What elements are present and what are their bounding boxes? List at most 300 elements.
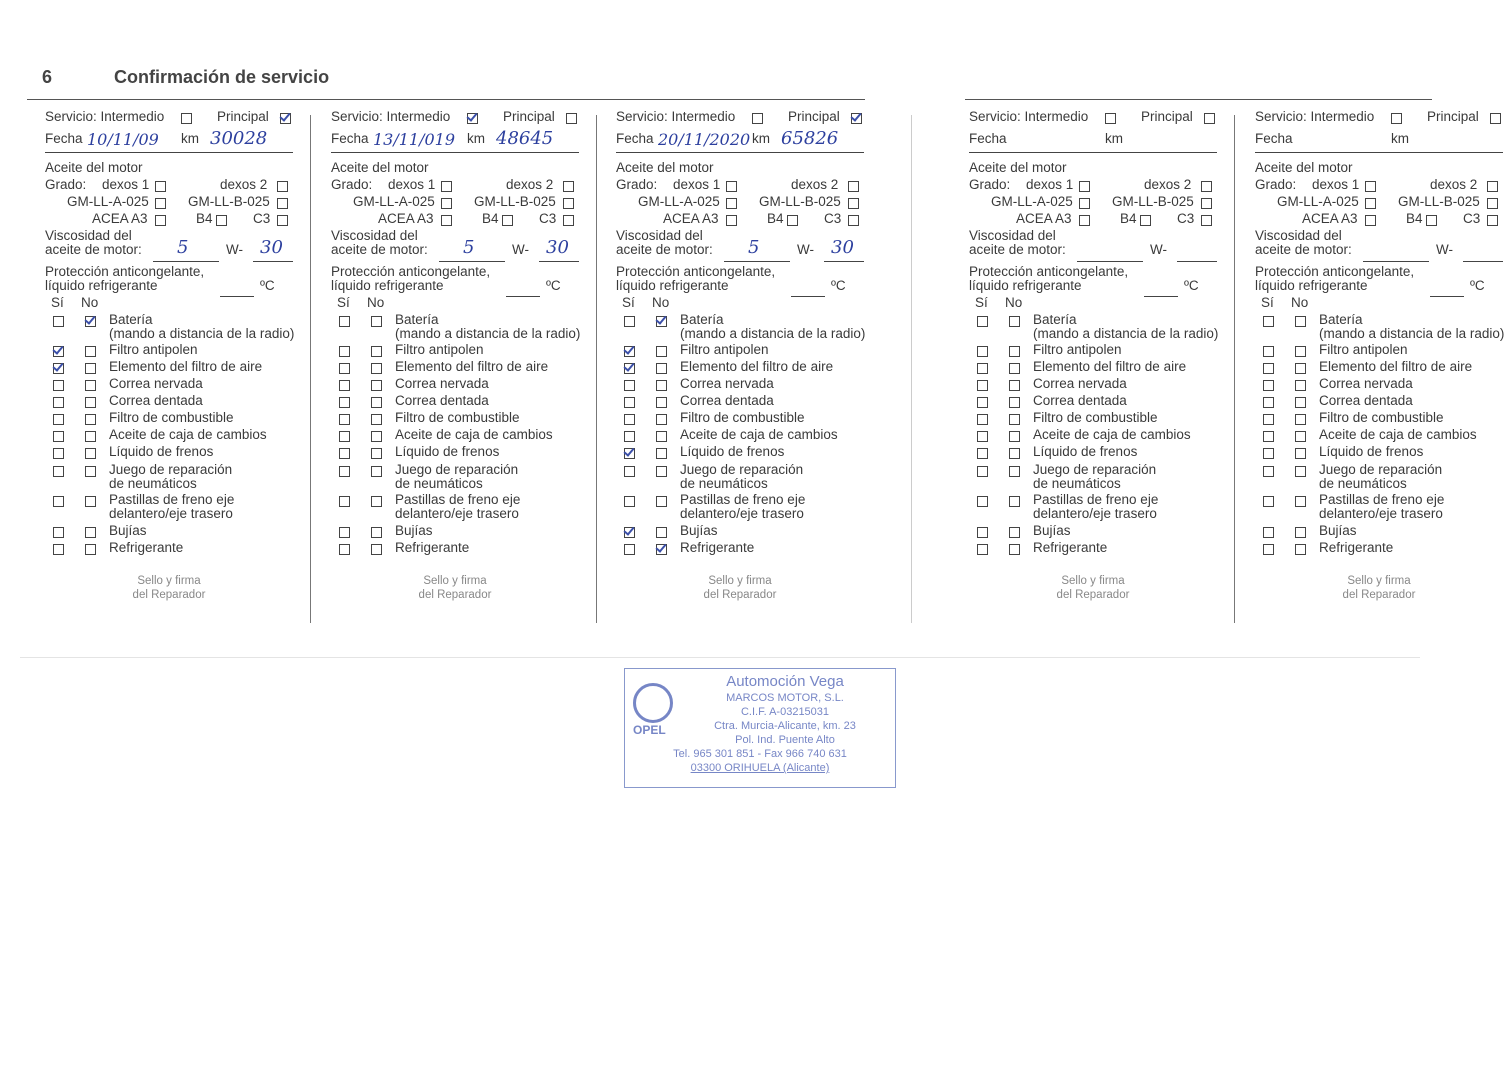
item-no-checkbox[interactable] [1295,527,1306,538]
item-si-checkbox[interactable] [1263,448,1274,459]
item-no-checkbox[interactable] [1009,466,1020,477]
item-label: Correa dentada [395,393,489,408]
item-label: Filtro de combustible [1319,410,1444,425]
service-label: Servicio: Intermedio [45,109,165,124]
date-value[interactable]: 13/11/019 [373,130,456,149]
principal-checkbox[interactable] [851,113,862,124]
item-label: Filtro antipolen [1033,342,1122,357]
c3-label: C3 [824,211,842,226]
item-no-checkbox[interactable] [1295,448,1306,459]
item-no-checkbox[interactable] [1009,544,1020,555]
gma-checkbox[interactable] [1079,198,1090,209]
gma-label: GM-LL-A-025 [353,194,435,209]
dexos1-checkbox[interactable] [726,181,737,192]
item-si-checkbox[interactable] [624,380,635,391]
km-value[interactable]: 65826 [781,128,839,149]
item-si-checkbox[interactable] [339,527,350,538]
item-no-checkbox[interactable] [656,496,667,507]
item-no-checkbox[interactable] [371,448,382,459]
intermedio-checkbox[interactable] [181,113,192,124]
item-si-checkbox[interactable] [624,431,635,442]
celsius-label: ºC [1470,278,1485,293]
gma-checkbox[interactable] [726,198,737,209]
intermedio-checkbox[interactable] [1105,113,1116,124]
item-label: Aceite de caja de cambios [1033,427,1191,442]
item-no-checkbox[interactable] [371,316,382,327]
dexos2-checkbox[interactable] [1201,181,1212,192]
item-no-checkbox[interactable] [1295,397,1306,408]
item-label: Correa nervada [395,376,489,391]
item-label: Refrigerante [1033,540,1108,555]
service-card [1255,109,1504,620]
gma-label: GM-LL-A-025 [1277,194,1359,209]
item-no-checkbox[interactable] [371,527,382,538]
seal-label-2: del Reparador [703,589,777,601]
item-label-2: (mando a distancia de la radio) [1319,326,1504,341]
field-line [724,261,790,262]
seal-label: Sello y firma [1347,575,1411,587]
item-no-checkbox[interactable] [1009,414,1020,425]
date-value[interactable]: 20/11/2020 [658,130,751,149]
item-si-checkbox[interactable] [1263,380,1274,391]
dexos2-checkbox[interactable] [563,181,574,192]
item-si-checkbox[interactable] [339,544,350,555]
km-label: km [1391,131,1409,146]
viscosity-a[interactable]: 5 [748,237,760,258]
principal-checkbox[interactable] [566,113,577,124]
item-label-2: de neumáticos [680,476,768,491]
divider [45,152,293,153]
b4-checkbox[interactable] [787,215,798,226]
item-si-checkbox[interactable] [53,544,64,555]
item-si-checkbox[interactable] [339,414,350,425]
item-label-2: (mando a distancia de la radio) [395,326,581,341]
item-label: Líquido de frenos [395,444,500,459]
viscosity-b[interactable]: 30 [546,237,569,258]
field-line [506,296,540,297]
item-si-checkbox[interactable] [977,363,988,374]
viscosity-b[interactable]: 30 [831,237,854,258]
item-label: Correa dentada [109,393,203,408]
item-no-checkbox[interactable] [1295,380,1306,391]
item-no-checkbox[interactable] [85,544,96,555]
item-label: Juego de reparación [1319,462,1443,477]
item-no-checkbox[interactable] [1009,380,1020,391]
divider [331,152,579,153]
item-label: Refrigerante [680,540,755,555]
item-no-checkbox[interactable] [656,346,667,357]
item-label-2: (mando a distancia de la radio) [1033,326,1219,341]
item-no-checkbox[interactable] [1295,466,1306,477]
viscosity-label: Viscosidad del [969,228,1056,243]
gma-checkbox[interactable] [441,198,452,209]
divider [596,115,597,623]
acea-checkbox[interactable] [155,215,166,226]
item-si-checkbox[interactable] [1263,363,1274,374]
b4-checkbox[interactable] [1140,215,1151,226]
field-line [253,261,293,262]
acea-checkbox[interactable] [441,215,452,226]
item-no-checkbox[interactable] [371,397,382,408]
item-no-checkbox[interactable] [1295,316,1306,327]
item-si-checkbox[interactable] [1263,316,1274,327]
item-si-checkbox[interactable] [1263,431,1274,442]
w-label: W- [797,242,814,257]
dexos1-label: dexos 1 [1312,177,1360,192]
item-no-checkbox[interactable] [85,316,96,327]
item-si-checkbox[interactable] [977,414,988,425]
item-label: Juego de reparación [395,462,519,477]
item-si-checkbox[interactable] [53,527,64,538]
no-header: No [652,295,670,310]
item-si-checkbox[interactable] [339,466,350,477]
item-si-checkbox[interactable] [624,414,635,425]
gmb-checkbox[interactable] [563,198,574,209]
stamp-name: Automoción Vega [726,673,844,690]
viscosity-label: Viscosidad del [331,228,418,243]
viscosity-a[interactable]: 5 [177,237,189,258]
item-no-checkbox[interactable] [85,466,96,477]
w-label: W- [226,242,243,257]
item-si-checkbox[interactable] [339,397,350,408]
item-label-2: delantero/eje trasero [1033,506,1157,521]
seal-label: Sello y firma [137,575,201,587]
celsius-label: ºC [546,278,561,293]
dexos1-checkbox[interactable] [441,181,452,192]
viscosity-label-2: aceite de motor: [616,242,713,257]
item-no-checkbox[interactable] [371,544,382,555]
dexos1-checkbox[interactable] [1365,181,1376,192]
gmb-checkbox[interactable] [1487,198,1498,209]
antifreeze-label-2: líquido refrigerante [969,278,1082,293]
w-label: W- [1436,242,1453,257]
item-si-checkbox[interactable] [624,448,635,459]
no-header: No [81,295,99,310]
item-no-checkbox[interactable] [1009,527,1020,538]
field-line [824,261,864,262]
item-label: Filtro antipolen [109,342,198,357]
item-si-checkbox[interactable] [53,496,64,507]
item-no-checkbox[interactable] [371,466,382,477]
item-si-checkbox[interactable] [1263,414,1274,425]
item-label: Juego de reparación [680,462,804,477]
item-si-checkbox[interactable] [53,363,64,374]
dexos1-checkbox[interactable] [155,181,166,192]
service-card [616,110,878,620]
c3-checkbox[interactable] [1201,215,1212,226]
item-si-checkbox[interactable] [1263,527,1274,538]
km-label: km [181,131,199,146]
c3-checkbox[interactable] [277,215,288,226]
item-no-checkbox[interactable] [1009,448,1020,459]
item-no-checkbox[interactable] [371,496,382,507]
principal-checkbox[interactable] [1204,113,1215,124]
item-si-checkbox[interactable] [1263,466,1274,477]
date-label: Fecha [616,131,654,146]
km-label: km [1105,131,1123,146]
dexos2-label: dexos 2 [220,177,268,192]
divider [310,115,311,623]
item-si-checkbox[interactable] [977,466,988,477]
item-si-checkbox[interactable] [53,380,64,391]
item-si-checkbox[interactable] [53,346,64,357]
antifreeze-label: Protección anticongelante, [969,264,1129,279]
item-label: Correa dentada [1319,393,1413,408]
item-si-checkbox[interactable] [339,380,350,391]
item-si-checkbox[interactable] [977,448,988,459]
item-no-checkbox[interactable] [1295,496,1306,507]
grade-label: Grado: [45,177,87,192]
viscosity-a[interactable]: 5 [463,237,475,258]
gmb-checkbox[interactable] [1201,198,1212,209]
antifreeze-label-2: líquido refrigerante [331,278,444,293]
item-si-checkbox[interactable] [1263,496,1274,507]
field-line [439,261,505,262]
item-no-checkbox[interactable] [85,346,96,357]
item-label-2: de neumáticos [1033,476,1121,491]
item-si-checkbox[interactable] [624,527,635,538]
item-si-checkbox[interactable] [53,316,64,327]
item-label: Filtro antipolen [680,342,769,357]
intermedio-checkbox[interactable] [467,113,478,124]
item-si-checkbox[interactable] [977,527,988,538]
gmb-checkbox[interactable] [277,198,288,209]
item-label: Juego de reparación [1033,462,1157,477]
item-si-checkbox[interactable] [339,496,350,507]
dexos2-checkbox[interactable] [848,181,859,192]
item-no-checkbox[interactable] [656,544,667,555]
item-si-checkbox[interactable] [977,431,988,442]
gmb-label: GM-LL-B-025 [1112,194,1194,209]
acea-checkbox[interactable] [726,215,737,226]
item-si-checkbox[interactable] [624,397,635,408]
item-label-2: delantero/eje trasero [109,506,233,521]
seal-label: Sello y firma [708,575,772,587]
item-no-checkbox[interactable] [1295,414,1306,425]
item-no-checkbox[interactable] [1009,496,1020,507]
viscosity-b[interactable]: 30 [260,237,283,258]
dexos1-checkbox[interactable] [1079,181,1090,192]
item-no-checkbox[interactable] [656,527,667,538]
item-no-checkbox[interactable] [371,431,382,442]
item-si-checkbox[interactable] [53,431,64,442]
stamp-address: Ctra. Murcia-Alicante, km. 23 [714,720,856,732]
km-value[interactable]: 48645 [496,128,554,149]
item-si-checkbox[interactable] [977,380,988,391]
viscosity-label: Viscosidad del [616,228,703,243]
b4-checkbox[interactable] [216,215,227,226]
dexos2-label: dexos 2 [1144,177,1192,192]
item-si-checkbox[interactable] [339,346,350,357]
item-si-checkbox[interactable] [53,448,64,459]
principal-checkbox[interactable] [280,113,291,124]
page-number: 6 [42,67,53,87]
oil-heading: Aceite del motor [969,160,1067,175]
item-si-checkbox[interactable] [53,397,64,408]
item-no-checkbox[interactable] [1009,397,1020,408]
item-label: Filtro de combustible [680,410,805,425]
item-no-checkbox[interactable] [371,414,382,425]
item-si-checkbox[interactable] [624,496,635,507]
item-no-checkbox[interactable] [371,363,382,374]
item-si-checkbox[interactable] [624,346,635,357]
item-no-checkbox[interactable] [656,380,667,391]
date-label: Fecha [969,131,1007,146]
gma-label: GM-LL-A-025 [991,194,1073,209]
item-label: Líquido de frenos [1319,444,1424,459]
gmb-label: GM-LL-B-025 [1398,194,1480,209]
km-value[interactable]: 30028 [210,128,268,149]
item-no-checkbox[interactable] [1295,544,1306,555]
item-label-2: de neumáticos [395,476,483,491]
item-no-checkbox[interactable] [371,346,382,357]
km-label: km [752,131,770,146]
gma-checkbox[interactable] [1365,198,1376,209]
c3-label: C3 [539,211,557,226]
b4-checkbox[interactable] [502,215,513,226]
item-si-checkbox[interactable] [624,363,635,374]
item-si-checkbox[interactable] [339,363,350,374]
item-no-checkbox[interactable] [1009,431,1020,442]
principal-checkbox[interactable] [1490,113,1501,124]
b4-label: B4 [767,211,784,226]
item-label: Juego de reparación [109,462,233,477]
date-label: Fecha [331,131,369,146]
grade-label: Grado: [1255,177,1297,192]
gmb-checkbox[interactable] [848,198,859,209]
c3-checkbox[interactable] [563,215,574,226]
item-si-checkbox[interactable] [1263,346,1274,357]
item-no-checkbox[interactable] [1009,316,1020,327]
item-no-checkbox[interactable] [656,316,667,327]
item-si-checkbox[interactable] [53,414,64,425]
celsius-label: ºC [260,278,275,293]
item-no-checkbox[interactable] [85,431,96,442]
intermedio-checkbox[interactable] [1391,113,1402,124]
item-si-checkbox[interactable] [339,316,350,327]
item-si-checkbox[interactable] [977,397,988,408]
item-label: Líquido de frenos [1033,444,1138,459]
b4-checkbox[interactable] [1426,215,1437,226]
dexos1-label: dexos 1 [1026,177,1074,192]
item-no-checkbox[interactable] [85,527,96,538]
service-label: Servicio: Intermedio [969,109,1089,124]
no-header: No [1291,295,1309,310]
item-si-checkbox[interactable] [339,448,350,459]
viscosity-label-2: aceite de motor: [969,242,1066,257]
antifreeze-label: Protección anticongelante, [1255,264,1415,279]
oil-heading: Aceite del motor [331,160,429,175]
date-value[interactable]: 10/11/09 [87,130,159,149]
item-no-checkbox[interactable] [1295,346,1306,357]
field-line [220,296,254,297]
grade-label: Grado: [969,177,1011,192]
c3-checkbox[interactable] [848,215,859,226]
item-si-checkbox[interactable] [53,466,64,477]
acea-checkbox[interactable] [1365,215,1376,226]
oil-heading: Aceite del motor [45,160,143,175]
divider [1234,115,1235,623]
item-si-checkbox[interactable] [977,496,988,507]
item-si-checkbox[interactable] [1263,397,1274,408]
c3-checkbox[interactable] [1487,215,1498,226]
divider [616,152,864,153]
service-label: Servicio: Intermedio [331,109,451,124]
no-header: No [1005,295,1023,310]
item-no-checkbox[interactable] [656,431,667,442]
item-no-checkbox[interactable] [656,397,667,408]
item-si-checkbox[interactable] [977,544,988,555]
item-label: Aceite de caja de cambios [1319,427,1477,442]
gma-label: GM-LL-A-025 [67,194,149,209]
item-no-checkbox[interactable] [85,380,96,391]
dexos2-label: dexos 2 [506,177,554,192]
intermedio-checkbox[interactable] [752,113,763,124]
item-no-checkbox[interactable] [1009,346,1020,357]
c3-label: C3 [253,211,271,226]
field-line [1430,296,1464,297]
item-si-checkbox[interactable] [624,316,635,327]
item-no-checkbox[interactable] [1009,363,1020,374]
seal-label-2: del Reparador [1056,589,1130,601]
item-label: Filtro antipolen [395,342,484,357]
item-no-checkbox[interactable] [656,363,667,374]
item-label: Elemento del filtro de aire [395,359,549,374]
dexos2-checkbox[interactable] [1487,181,1498,192]
stamp-brand: OPEL [633,723,666,737]
item-no-checkbox[interactable] [85,496,96,507]
item-no-checkbox[interactable] [85,363,96,374]
field-line [1463,261,1503,262]
scan-edge [20,657,1420,658]
si-header: Sí [1261,295,1274,310]
principal-label: Principal [503,109,555,124]
seal-label-2: del Reparador [132,589,206,601]
item-no-checkbox[interactable] [85,448,96,459]
item-no-checkbox[interactable] [85,397,96,408]
item-label: Refrigerante [109,540,184,555]
principal-label: Principal [217,109,269,124]
item-no-checkbox[interactable] [656,414,667,425]
w-label: W- [1150,242,1167,257]
acea-checkbox[interactable] [1079,215,1090,226]
item-no-checkbox[interactable] [1295,363,1306,374]
item-no-checkbox[interactable] [656,466,667,477]
item-si-checkbox[interactable] [977,346,988,357]
item-label: Líquido de frenos [680,444,785,459]
gma-checkbox[interactable] [155,198,166,209]
dexos1-label: dexos 1 [388,177,436,192]
item-no-checkbox[interactable] [656,448,667,459]
opel-logo-icon [633,683,673,723]
item-no-checkbox[interactable] [1295,431,1306,442]
item-no-checkbox[interactable] [371,380,382,391]
date-label: Fecha [45,131,83,146]
dexos2-checkbox[interactable] [277,181,288,192]
item-si-checkbox[interactable] [977,316,988,327]
item-label-2: delantero/eje trasero [680,506,804,521]
item-no-checkbox[interactable] [85,414,96,425]
dexos1-label: dexos 1 [673,177,721,192]
item-label: Aceite de caja de cambios [680,427,838,442]
b4-label: B4 [482,211,499,226]
item-label: Refrigerante [1319,540,1394,555]
item-si-checkbox[interactable] [624,544,635,555]
item-si-checkbox[interactable] [624,466,635,477]
item-si-checkbox[interactable] [1263,544,1274,555]
item-si-checkbox[interactable] [339,431,350,442]
item-label: Pastillas de freno eje [1033,492,1159,507]
